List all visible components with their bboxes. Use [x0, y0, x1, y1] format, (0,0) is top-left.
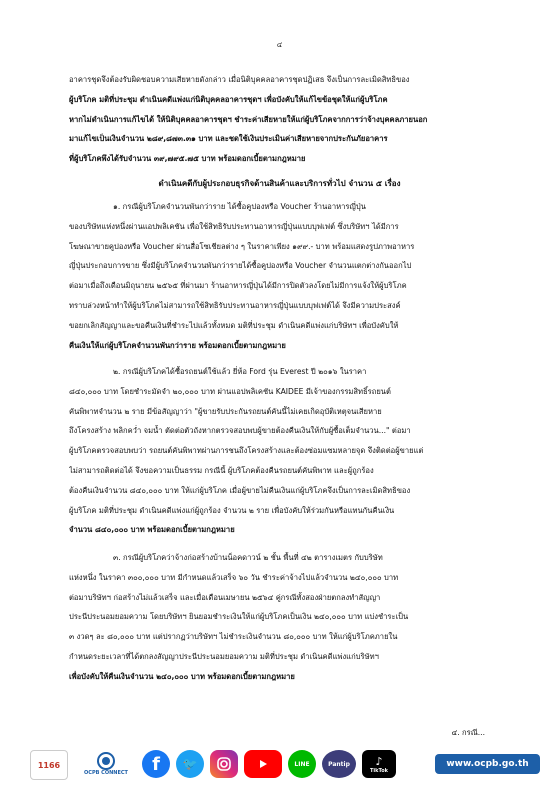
- instagram-icon[interactable]: [210, 750, 238, 778]
- text-line: มาแก้ไขเป็นเงินจำนวน ๒๘๙,๘๗๓.๓๑ บาท และชดใช้เงินประเมินค่าเสียหายจากประกันภัยอาคาร: [69, 134, 388, 144]
- text-line: ไม่สามารถติดต่อได้ จึงขอความเป็นธรรม กรณีนี้ ผู้บริโภคต้องคืนรถยนต์คันพิพาท และผู้ถูกร้อง: [69, 465, 374, 475]
- text-line: โฆษณาขายคูปองหรือ Voucher ผ่านสื่อโซเชียลต่าง ๆ ในราคาเพียง ๑๙๙.- บาท พร้อมแสดงรูปภาพอาหาร: [69, 241, 415, 251]
- text-line: ผู้บริโภค มติที่ประชุม ดำเนินคดีแพ่งแก่นิติบุคคลอาคารชุดฯ เพื่อบังคับให้แก้ไขข้อชุดให้แก่ผู้บริโภค: [69, 94, 388, 104]
- text-line: อาคารชุดจึงต้องรับผิดชอบความเสียหายดังกล่าว เมื่อนิติบุคคลอาคารชุดปฏิเสธ จึงเป็นการละเมิดสิทธิของ: [69, 75, 410, 84]
- continuation-note: ๔. กรณี...: [451, 728, 485, 737]
- page-number: ๔: [276, 41, 283, 49]
- hotline-icon[interactable]: [30, 750, 68, 780]
- paragraph-2: [69, 197, 487, 355]
- section-heading: ดำเนินคดีกับผู้ประกอบธุรกิจด้านสินค้าและบริการทั่วไป จำนวน ๕ เรื่อง: [158, 179, 401, 188]
- facebook-icon[interactable]: f: [142, 750, 170, 778]
- text-line: ต่อมาเมื่อถึงเดือนมิถุนายน ๒๕๖๕ ที่ผ่านมา ร้านอาหารญี่ปุ่นได้มีการปิดตัวลงโดยไม่มีการแจ้งให้ผู้บริโภค: [69, 281, 407, 291]
- twitter-icon[interactable]: 🐦: [176, 750, 204, 778]
- text-line: ๓. กรณีผู้บริโภคว่าจ้างก่อสร้างบ้านน็อคดาวน์ ๒ ชั้น พื้นที่ ๔๒ ตารางเมตร กับบริษัท: [113, 553, 383, 562]
- footer-banner: [30, 750, 540, 780]
- text-line: คันพิพาทจำนวน ๒ ราย มีข้อสัญญาว่า "ผู้ขายรับประกันรถยนต์คันนี้ไม่เคยเกิดอุบัติเหตุจนเสียหาย: [69, 406, 382, 416]
- text-line: คืนเงินให้แก่ผู้บริโภคจำนวนพันกว่าราย พร้อมดอกเบี้ยตามกฎหมาย: [69, 340, 286, 350]
- line-icon[interactable]: LINE: [288, 750, 316, 778]
- paragraph-4: [69, 548, 487, 687]
- brand-label: OCPB CONNECT: [84, 770, 128, 776]
- youtube-icon[interactable]: [244, 750, 282, 778]
- text-line: ต้องคืนเงินจำนวน ๘๔๐,๐๐๐ บาท ให้แก่ผู้บริโภค เมื่อผู้ขายไม่คืนเงินแก่ผู้บริโภคจึงเป็นการละเมิดสิทธิของ: [69, 485, 411, 495]
- ocpb-connect-logo[interactable]: [76, 750, 136, 778]
- text-line: ผู้บริโภคตรวจสอบพบว่า รถยนต์คันพิพาทผ่านการชนถึงโครงสร้างและต้องซ่อมแซมหลายจุด จึงติดต่อผู้ขายแต่: [69, 446, 424, 456]
- text-line: แห่งหนึ่ง ในราคา ๓๐๐,๐๐๐ บาท มีกำหนดแล้วเสร็จ ๖๐ วัน ชำระค่าจ้างไปแล้วจำนวน ๒๔๐,๐๐๐ บาท: [69, 572, 399, 582]
- text-line: ทราบล่วงหน้าทำให้ผู้บริโภคไม่สามารถใช้สิทธิรับประทานอาหารญี่ปุ่นแบบบุฟเฟต์ได้ จึงมีความประสงค์: [69, 300, 401, 310]
- text-line: ต่อมาบริษัทฯ ก่อสร้างไม่แล้วเสร็จ และเมื่อเดือนเมษายน ๒๕๖๔ คู่กรณีทั้งสองฝ่ายตกลงทำสัญญา: [69, 592, 381, 602]
- text-line: เพื่อบังคับให้คืนเงินจำนวน ๒๔๐,๐๐๐ บาท พร้อมดอกเบี้ยตามกฎหมาย: [69, 671, 295, 681]
- text-line: ที่ผู้บริโภคพึงได้รับจำนวน ๓๙,๗๙๕.๗๕ บาท พร้อมดอกเบี้ยตามกฎหมาย: [69, 154, 306, 164]
- website-link[interactable]: www.ocpb.go.th: [435, 754, 540, 774]
- tiktok-label: TikTok: [370, 767, 388, 774]
- paragraph-3: [69, 362, 487, 540]
- text-line: ๒. กรณีผู้บริโภคได้ซื้อรถยนต์ใช้แล้ว ยี่ห้อ Ford รุ่น Everest ปี ๒๐๑๖ ในราคา: [113, 367, 367, 376]
- text-line: ของบริษัทแห่งหนึ่งผ่านแอปพลิเคชัน เพื่อใช้สิทธิรับประทานอาหารญี่ปุ่นแบบบุฟเฟต์ ซึ่งบริษัทฯ ได้มีการ: [69, 221, 399, 231]
- text-line: ประนีประนอมยอมความ โดยบริษัทฯ ยินยอมชำระเงินให้แก่ผู้บริโภคเป็นเงิน ๒๔๐,๐๐๐ บาท แบ่งชำระเป็น: [69, 612, 409, 622]
- text-line: ๓ งวดๆ ละ ๘๐,๐๐๐ บาท แต่ปรากฏว่าบริษัทฯ ไม่ชำระเงินจำนวน ๘๐,๐๐๐ บาท ให้แก่ผู้บริโภคภายใน: [69, 632, 398, 642]
- text-line: ขอยกเลิกสัญญาและขอคืนเงินที่ชำระไปแล้วทั้งหมด มติที่ประชุม ดำเนินคดีแพ่งแก่บริษัทฯ เพื่อบังคับให้: [69, 320, 399, 330]
- paragraph-1: [69, 70, 487, 169]
- text-line: หากไม่ดำเนินการแก้ไขได้ ให้นิติบุคคลอาคารชุดฯ ชำระค่าเสียหายให้แก่ผู้บริโภคจากการว่าจ้างบุคคลภายนอก: [69, 114, 428, 124]
- text-line: จำนวน ๘๔๐,๐๐๐ บาท พร้อมดอกเบี้ยตามกฎหมาย: [69, 525, 235, 535]
- text-line: ๘๔๐,๐๐๐ บาท โดยชำระมัดจำ ๒๐,๐๐๐ บาท ผ่านแอปพลิเคชัน KAIDEE มีเจ้าของกรรมสิทธิ์รถยนต์: [69, 386, 391, 396]
- ocpb-logo-icon: [95, 752, 117, 770]
- text-line: ๑. กรณีผู้บริโภคจำนวนพันกว่าราย ได้ซื้อคูปองหรือ Voucher ร้านอาหารญี่ปุ่น: [113, 202, 366, 211]
- text-line: ผู้บริโภค มติที่ประชุม ดำเนินคดีแพ่งแก่ผู้ถูกร้อง จำนวน ๒ ราย เพื่อบังคับให้ร่วมกันหรือแทนกันคืนเงิน: [69, 505, 395, 515]
- hotline-number: 1166: [37, 760, 61, 770]
- pantip-label: Pantip: [328, 760, 350, 768]
- tiktok-icon[interactable]: ♪ TikTok: [362, 750, 396, 778]
- pantip-icon[interactable]: [322, 750, 356, 778]
- text-line: ญี่ปุ่นประกอบการขาย ซึ่งมีผู้บริโภคจำนวนพันกว่ารายได้ซื้อคูปองหรือ Voucher จำนวนแตกต่างกันออกไป: [69, 261, 412, 271]
- text-line: ถึงโครงสร้าง พลิกคว่ำ จมน้ำ ตัดต่อตัวถังหากตรวจสอบพบผู้ขายต้องคืนเงินให้กับผู้ซื้อเต็มจำนวน..." ต่อมา: [69, 426, 411, 436]
- text-line: กำหนดระยะเวลาที่ได้ตกลงสัญญาประนีประนอมยอมความ มติที่ประชุม ดำเนินคดีแพ่งแก่บริษัทฯ: [69, 651, 379, 661]
